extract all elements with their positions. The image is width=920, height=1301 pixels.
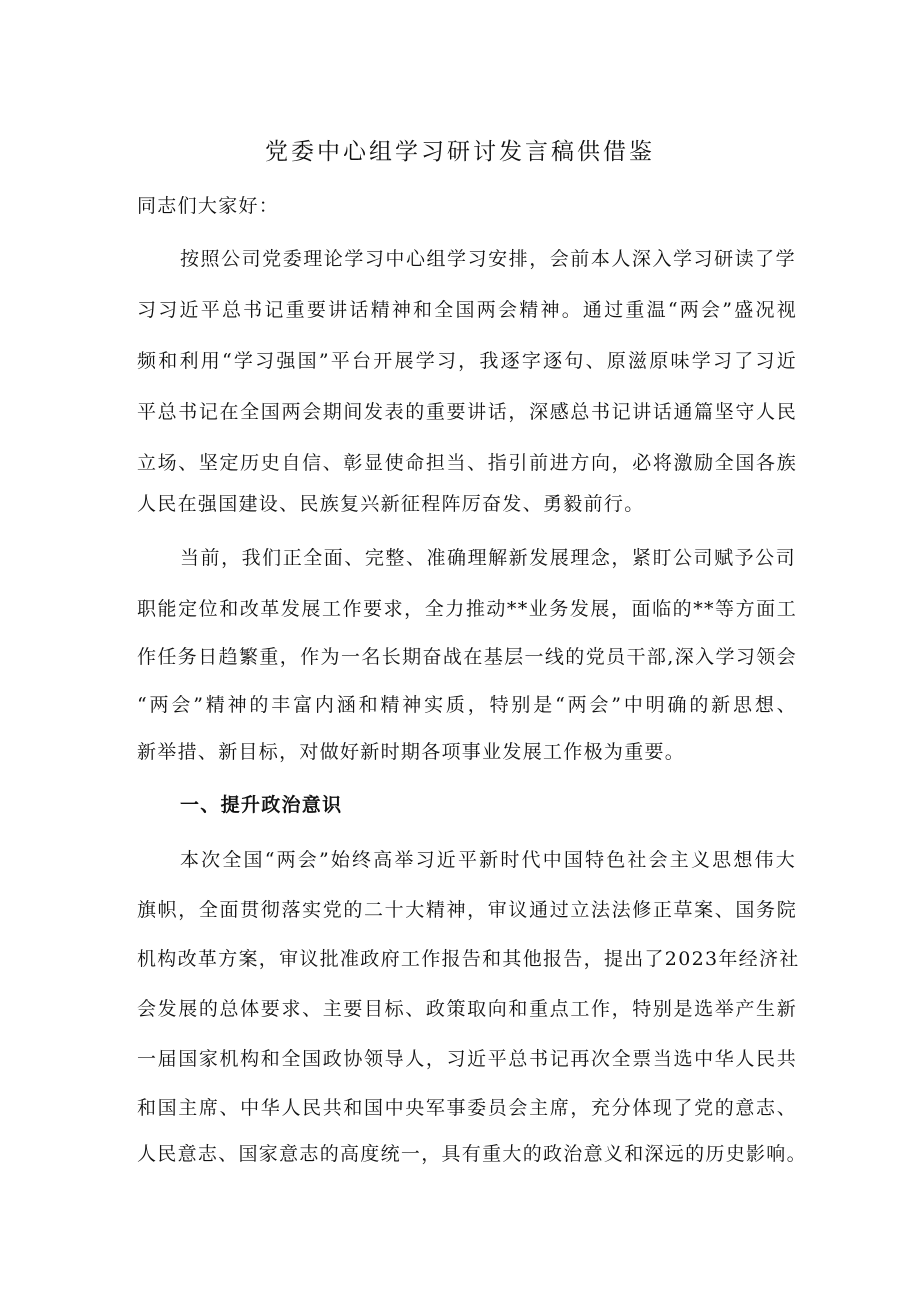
paragraph-line: 按照公司党委理论学习中心组学习安排，会前本人深入学习研读了学 <box>180 248 796 270</box>
paragraph-line: 作任务日趋繁重，作为一名长期奋战在基层一线的党员干部,深入学习领会 <box>137 646 797 668</box>
paragraph-line: 人民在强国建设、民族复兴新征程阵厉奋发、勇毅前行。 <box>137 493 645 515</box>
paragraph-line: 职能定位和改革发展工作要求，全力推动**业务发展，面临的**等方面工 <box>137 598 797 620</box>
paragraph-line: 习习近平总书记重要讲话精神和全国两会精神。通过重温“两会”盛况视 <box>137 299 797 321</box>
paragraph-line: 一届国家机构和全国政协领导人，习近平总书记再次全票当选中华人民共 <box>137 1048 797 1070</box>
paragraph-line: 平总书记在全国两会期间发表的重要讲话，深感总书记讲话通篇坚守人民 <box>137 401 797 423</box>
paragraph-line: 旗帜，全面贯彻落实党的二十大精神，审议通过立法法修正草案、国务院 <box>137 899 797 921</box>
paragraph-line: 新举措、新目标，对做好新时期各项事业发展工作极为重要。 <box>137 741 686 763</box>
document-title: 党委中心组学习研讨发言稿供借鉴 <box>265 139 655 165</box>
paragraph-line: 当前，我们正全面、完整、准确理解新发展理念，紧盯公司赋予公司 <box>180 547 796 569</box>
paragraph-line: 会发展的总体要求、主要目标、政策取向和重点工作，特别是选举产生新 <box>137 998 797 1020</box>
paragraph-line: 本次全国“两会”始终高举习近平新时代中国特色社会主义思想伟大 <box>180 849 796 871</box>
paragraph-line: 和国主席、中华人民共和国中央军事委员会主席，充分体现了党的意志、 <box>137 1097 797 1119</box>
paragraph-line: “两会”精神的丰富内涵和精神实质，特别是“两会”中明确的新思想、 <box>137 694 797 716</box>
greeting: 同志们大家好： <box>137 195 280 217</box>
paragraph-line: 人民意志、国家意志的高度统一，具有重大的政治意义和深远的历史影响。 <box>137 1143 807 1165</box>
paragraph-line: 机构改革方案，审议批准政府工作报告和其他报告，提出了2023年经济社 <box>137 948 800 970</box>
paragraph-line: 频和利用“学习强国”平台开展学习，我逐字逐句、原滋原味学习了习近 <box>137 350 797 372</box>
section-heading: 一、提升政治意识 <box>180 794 343 816</box>
paragraph-line: 立场、坚定历史自信、彰显使命担当、指引前进方向，必将激励全国各族 <box>137 452 797 474</box>
